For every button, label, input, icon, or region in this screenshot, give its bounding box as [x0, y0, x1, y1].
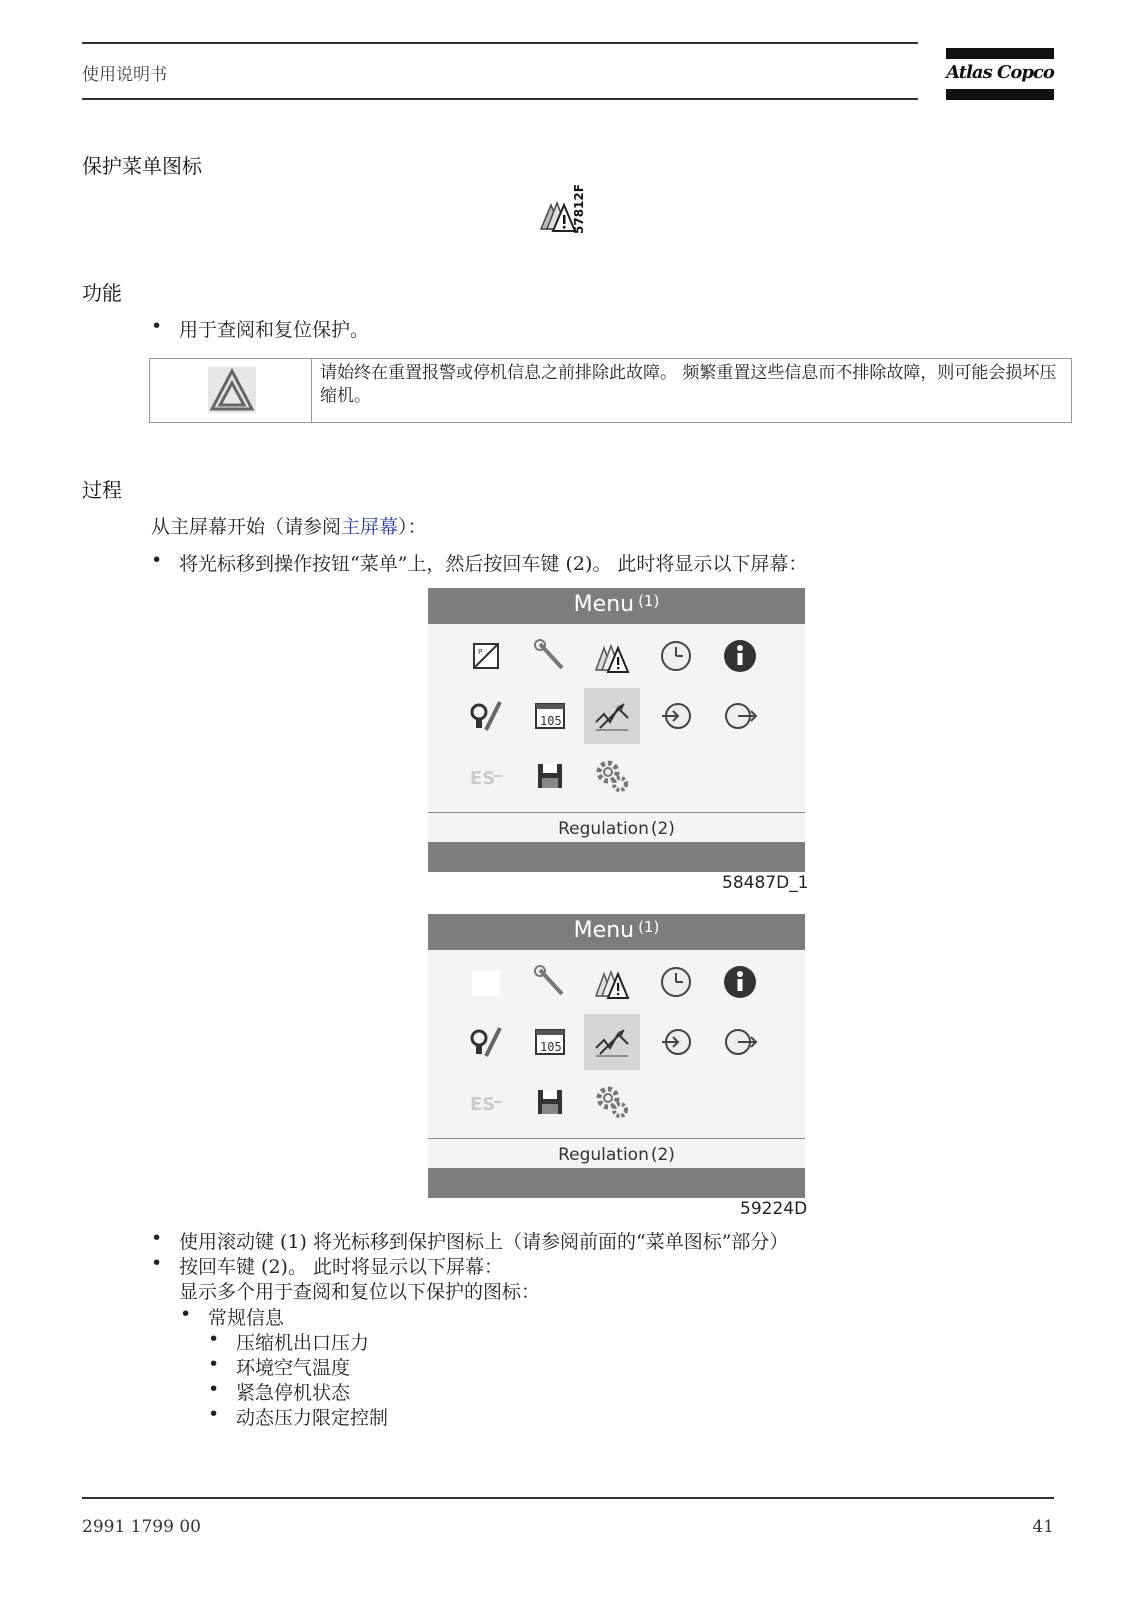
footer-rule: [82, 1497, 1054, 1499]
wrench-icon[interactable]: [522, 954, 578, 1010]
warning-note: [149, 358, 1072, 423]
timer-icon[interactable]: [648, 954, 704, 1010]
document-title: 使用说明书: [82, 65, 167, 85]
icon-code-label: 57812F: [572, 184, 586, 234]
screen-status: Regulation (2): [558, 1145, 675, 1165]
controller-menu-screen-2: [428, 914, 805, 1198]
es-icon[interactable]: [458, 1074, 514, 1130]
document-number: 2991 1799 00: [82, 1517, 201, 1537]
screen-status: Regulation (2): [558, 819, 675, 839]
screen-bottom-bar: [428, 842, 805, 872]
regulation-icon[interactable]: [584, 688, 640, 744]
list-item: • 将光标移到操作按钮“菜单”上，然后按回车键 (2)。 此时将显示以下屏幕：: [151, 549, 808, 575]
sub-list-item: • 常规信息: [180, 1303, 285, 1329]
screen-bottom-bar: [428, 1168, 805, 1198]
section-title-protection-icon: 保护菜单图标: [82, 154, 202, 178]
settings-gear-icon[interactable]: [584, 1074, 640, 1130]
list-continuation: 显示多个用于查阅和复位以下保护的图标：: [179, 1281, 541, 1303]
section-title-function: 功能: [82, 281, 122, 305]
figure-id: 59224D: [740, 1199, 808, 1219]
warning-triangle-icon: [208, 367, 256, 413]
svg-text:105: 105: [540, 714, 562, 728]
controller-menu-screen-1: [428, 588, 805, 872]
settings-gear-icon[interactable]: [584, 748, 640, 804]
procedure-intro: 从主屏幕开始（请参阅主屏幕）：: [151, 516, 427, 538]
protection-icon[interactable]: [584, 628, 640, 684]
info-icon[interactable]: [712, 954, 768, 1010]
atlas-copco-logo: Atlas Copco: [946, 48, 1054, 100]
regulation-icon[interactable]: [584, 1014, 640, 1070]
header-rule-top: [82, 42, 918, 44]
blank-icon-slot[interactable]: [458, 954, 514, 1010]
figure-id: 58487D_1: [722, 873, 809, 893]
counters-icon[interactable]: [522, 688, 578, 744]
list-item: • 使用滚动键 (1) 将光标移到保护图标上（请参阅前面的“菜单图标”部分）: [151, 1227, 789, 1253]
es-icon[interactable]: [458, 748, 514, 804]
timer-icon[interactable]: [648, 628, 704, 684]
logout-icon[interactable]: [712, 688, 768, 744]
screen-separator: [428, 812, 805, 813]
list-item: • 用于查阅和复位保护。: [151, 315, 370, 341]
sub-sub-list-item: • 压缩机出口压力: [208, 1328, 370, 1354]
save-icon[interactable]: [522, 1074, 578, 1130]
section-title-procedure: 过程: [82, 478, 122, 502]
sub-sub-list-item: • 紧急停机状态: [208, 1378, 351, 1404]
sub-sub-list-item: • 动态压力限定控制: [208, 1403, 389, 1429]
wrench-icon[interactable]: [522, 628, 578, 684]
login-icon[interactable]: [648, 688, 704, 744]
svg-text:105: 105: [540, 1040, 562, 1054]
protection-icon[interactable]: [584, 954, 640, 1010]
warning-icon-cell: [150, 359, 312, 422]
screen-separator: [428, 1138, 805, 1139]
inputs-icon[interactable]: [458, 628, 514, 684]
service-check-icon[interactable]: [458, 1014, 514, 1070]
screen-title: Menu $^{(1)}$: [573, 592, 660, 617]
page-number: 41: [1032, 1517, 1054, 1537]
save-icon[interactable]: [522, 748, 578, 804]
login-icon[interactable]: [648, 1014, 704, 1070]
svg-text:P: P: [478, 648, 483, 656]
main-screen-link[interactable]: 主屏幕: [341, 516, 399, 538]
list-item: • 按回车键 (2)。 此时将显示以下屏幕：: [151, 1252, 503, 1278]
svg-text:ES: ES: [470, 1094, 496, 1115]
info-icon[interactable]: [712, 628, 768, 684]
counters-icon[interactable]: [522, 1014, 578, 1070]
screen-title: Menu $^{(1)}$: [573, 918, 660, 943]
warning-note-text: 请始终在重置报警或停机信息之前排除此故障。 频繁重置这些信息而不排除故障，则可能会损坏压缩机。: [320, 363, 1057, 406]
service-check-icon[interactable]: [458, 688, 514, 744]
logout-icon[interactable]: [712, 1014, 768, 1070]
header-rule-bottom: [82, 98, 918, 100]
svg-text:ES: ES: [470, 768, 496, 789]
sub-sub-list-item: • 环境空气温度: [208, 1353, 351, 1379]
